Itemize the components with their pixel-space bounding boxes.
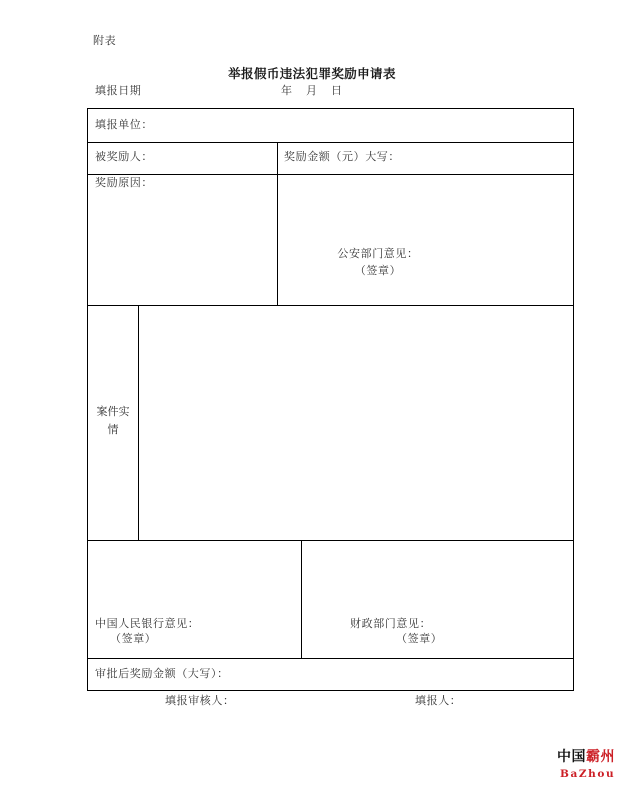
award-amount-cell [277, 142, 574, 175]
pboc-seal-label: （签章） [110, 632, 157, 645]
approved-amount-row [87, 658, 574, 691]
award-amount-label: 奖励金额（元）大写： [284, 150, 400, 163]
approved-amount-label: 审批后奖励金额（大写）： [95, 667, 229, 680]
police-opinion-cell [277, 174, 574, 306]
awardee-label: 被奖励人： [95, 150, 153, 163]
reward-reason-label: 奖励原因： [95, 176, 153, 189]
case-facts-content-cell [138, 305, 574, 541]
police-opinion-label: 公安部门意见： [337, 247, 419, 260]
date-label: 填报日期 [95, 84, 142, 97]
finance-seal-label: （签章） [396, 632, 443, 645]
date-year: 年 [281, 84, 293, 97]
pboc-opinion-cell [87, 540, 302, 659]
case-facts-label-line1: 案件实 [96, 405, 130, 418]
reporting-unit-row [87, 108, 574, 143]
police-seal-label: （签章） [354, 264, 402, 277]
case-facts-label-line2: 情 [107, 423, 119, 436]
date-month: 月 [306, 84, 318, 97]
bazhou-logo [557, 749, 615, 765]
reporter-label: 填报人： [415, 694, 462, 707]
form-title: 举报假币违法犯罪奖励申请表 [228, 66, 396, 81]
reward-reason-cell [87, 174, 278, 306]
finance-opinion-cell [301, 540, 574, 659]
logo-text-china: 中国 [557, 749, 586, 765]
logo-text-bazhou: 霸州 [586, 749, 615, 765]
date-day: 日 [331, 84, 343, 97]
pboc-opinion-label: 中国人民银行意见： [95, 617, 200, 630]
finance-opinion-label: 财政部门意见： [350, 617, 432, 630]
attachment-label: 附表 [93, 34, 117, 47]
reviewer-label: 填报审核人： [165, 694, 235, 707]
awardee-cell [87, 142, 278, 175]
logo-latin-text: BaZhou [560, 768, 616, 780]
reporting-unit-label: 填报单位： [95, 118, 153, 131]
case-facts-label [88, 403, 138, 439]
case-facts-label-cell [87, 305, 139, 541]
